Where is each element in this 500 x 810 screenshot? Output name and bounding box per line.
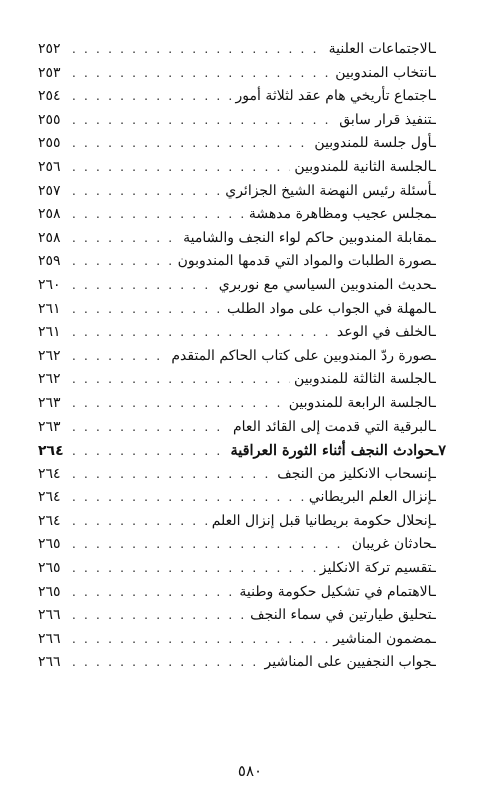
- table-of-contents: [38, 38, 446, 675]
- toc-entry: [38, 368, 436, 392]
- toc-entry-page-number: ٢٥٦: [38, 158, 61, 175]
- toc-entry-title: ـالاجتماعات العلنية: [328, 41, 436, 57]
- toc-entry-page-number: ٢٦٤: [38, 512, 61, 529]
- toc-entry-page-number: ٢٦٥: [38, 536, 61, 553]
- toc-entry-title: ـاجتماع تأريخي هام عقد لثلاثة أمور: [235, 88, 436, 105]
- toc-entry: [38, 274, 436, 298]
- toc-entry-title: ـتنفيذ قرار سابق: [339, 111, 436, 128]
- toc-entry-page-number: ٢٥٥: [38, 111, 61, 128]
- dot-leader: [72, 463, 273, 487]
- toc-entry-title: ـصورة الطلبات والمواد التي قدمها المندوبون: [177, 253, 436, 270]
- toc-entry-title: ـالمهلة في الجواب على مواد الطلب: [227, 300, 436, 317]
- toc-entry-title: ـحديث المندوبين السياسي مع نوربري: [218, 276, 436, 293]
- toc-entry-page-number: ٢٦٤: [38, 443, 64, 460]
- toc-entry: [38, 85, 436, 109]
- dot-leader: [72, 345, 167, 369]
- toc-entry: [38, 180, 436, 204]
- toc-entry: [38, 510, 436, 534]
- toc-entry: [38, 486, 436, 510]
- dot-leader: [72, 156, 290, 180]
- toc-entry: [38, 557, 436, 581]
- toc-entry: [38, 345, 436, 369]
- toc-entry-page-number: ٢٦٥: [38, 560, 61, 577]
- toc-entry-title: ـإنسحاب الانكليز من النجف: [277, 465, 436, 482]
- toc-entry-title: ـالجلسة الثانية للمندوبين: [294, 158, 436, 175]
- dot-leader: [72, 321, 333, 345]
- dot-leader: [72, 651, 261, 675]
- dot-leader: [72, 85, 232, 109]
- toc-entry: [38, 109, 436, 133]
- dot-leader: [72, 440, 226, 463]
- toc-entry-page-number: ٢٥٣: [38, 64, 61, 81]
- toc-section-heading: [38, 439, 446, 463]
- toc-entry-page-number: ٢٦٢: [38, 371, 61, 388]
- toc-entry-title: ـإنزال العلم البريطاني: [308, 489, 436, 506]
- toc-entry-title: ـالجلسة الرابعة للمندوبين: [288, 394, 436, 411]
- toc-entry-title: ـالجلسة الثالثة للمندوبين: [294, 371, 436, 388]
- toc-entry: [38, 132, 436, 156]
- toc-entry: [38, 463, 436, 487]
- toc-entry-title: ـمقابلة المندوبين حاكم لواء النجف والشامية: [183, 229, 436, 246]
- dot-leader: [72, 392, 285, 416]
- toc-entry-page-number: ٢٥٧: [38, 182, 61, 199]
- dot-leader: [72, 486, 305, 510]
- toc-entry: [38, 203, 436, 227]
- dot-leader: [72, 581, 235, 605]
- dot-leader: [72, 557, 316, 581]
- toc-entry: [38, 227, 436, 251]
- toc-entry-title: ـمجلس عجيب ومظاهرة مدهشة: [248, 206, 436, 223]
- dot-leader: [72, 533, 348, 557]
- dot-leader: [72, 62, 331, 86]
- toc-entry-page-number: ٢٦٢: [38, 347, 61, 364]
- dot-leader: [72, 628, 329, 652]
- toc-entry-page-number: ٢٥٨: [38, 229, 61, 246]
- toc-entry: [38, 628, 436, 652]
- toc-entry: [38, 156, 436, 180]
- toc-entry: [38, 38, 436, 62]
- dot-leader: [72, 132, 310, 156]
- dot-leader: [72, 38, 325, 62]
- toc-entry-page-number: ٢٦٦: [38, 630, 61, 647]
- toc-entry: [38, 298, 436, 322]
- toc-entry-page-number: ٢٦٣: [38, 418, 61, 435]
- toc-entry-title: ـالبرقية التي قدمت إلى القائد العام: [232, 418, 436, 435]
- toc-entry: [38, 533, 436, 557]
- toc-entry-page-number: ٢٥٩: [38, 253, 61, 270]
- toc-entry-title: ـأسئلة رئيس النهضة الشيخ الجزائري: [225, 182, 436, 199]
- toc-entry-page-number: ٢٦٣: [38, 394, 61, 411]
- toc-entry: [38, 581, 436, 605]
- toc-entry-title: ـحادثان غريبان: [351, 536, 436, 553]
- toc-entry: [38, 321, 436, 345]
- toc-entry-page-number: ٢٦١: [38, 324, 61, 341]
- toc-entry-title: ـالخلف في الوعد: [336, 324, 436, 341]
- toc-entry-page-number: ٢٦٠: [38, 276, 61, 293]
- toc-entry-page-number: ٢٥٢: [38, 41, 61, 57]
- toc-entry-title: ـتقسيم تركة الانكليز: [319, 560, 436, 577]
- toc-entry-title: ـإنحلال حكومة بريطانيا قبل إنزال العلم: [211, 512, 436, 529]
- toc-entry-page-number: ٢٦٦: [38, 607, 61, 624]
- toc-entry-page-number: ٢٥٨: [38, 206, 61, 223]
- toc-entry-page-number: ٢٥٥: [38, 135, 61, 152]
- toc-entry-title: ـالاهتمام في تشكيل حكومة وطنية: [239, 583, 436, 600]
- dot-leader: [72, 274, 215, 298]
- dot-leader: [72, 298, 223, 322]
- dot-leader: [72, 227, 179, 251]
- toc-entry-page-number: ٢٥٤: [38, 88, 61, 105]
- toc-entry-title: ـمضمون المناشير: [333, 630, 436, 647]
- toc-entry-title: ـانتخاب المندوبين: [335, 64, 436, 81]
- dot-leader: [72, 604, 246, 628]
- toc-entry: [38, 604, 436, 628]
- dot-leader: [72, 416, 229, 440]
- toc-entry: [38, 392, 436, 416]
- dot-leader: [72, 510, 208, 534]
- toc-entry-page-number: ٢٦٤: [38, 489, 61, 506]
- toc-entry: [38, 250, 436, 274]
- toc-entry-title: ٧ـحوادث النجف أثناء الثورة العراقية: [230, 442, 446, 460]
- toc-entry: [38, 651, 436, 675]
- toc-entry: [38, 416, 436, 440]
- toc-entry-title: ـجواب النجفيين على المناشير: [264, 654, 436, 671]
- dot-leader: [72, 250, 174, 274]
- dot-leader: [72, 180, 221, 204]
- toc-entry-page-number: ٢٦١: [38, 300, 61, 317]
- page-number: ٥٨٠: [237, 762, 263, 780]
- toc-entry-page-number: ٢٦٤: [38, 465, 61, 482]
- toc-entry-page-number: ٢٦٥: [38, 583, 61, 600]
- dot-leader: [72, 109, 335, 133]
- dot-leader: [72, 368, 290, 392]
- toc-entry-title: ـأول جلسة للمندوبين: [314, 135, 436, 152]
- toc-entry-title: ـصورة ردّ المندوبين على كتاب الحاكم المتقدم: [171, 347, 436, 364]
- dot-leader: [72, 203, 245, 227]
- toc-entry: [38, 62, 436, 86]
- toc-entry-page-number: ٢٦٦: [38, 654, 61, 671]
- toc-entry-title: ـتحليق طيارتين في سماء النجف: [250, 607, 436, 624]
